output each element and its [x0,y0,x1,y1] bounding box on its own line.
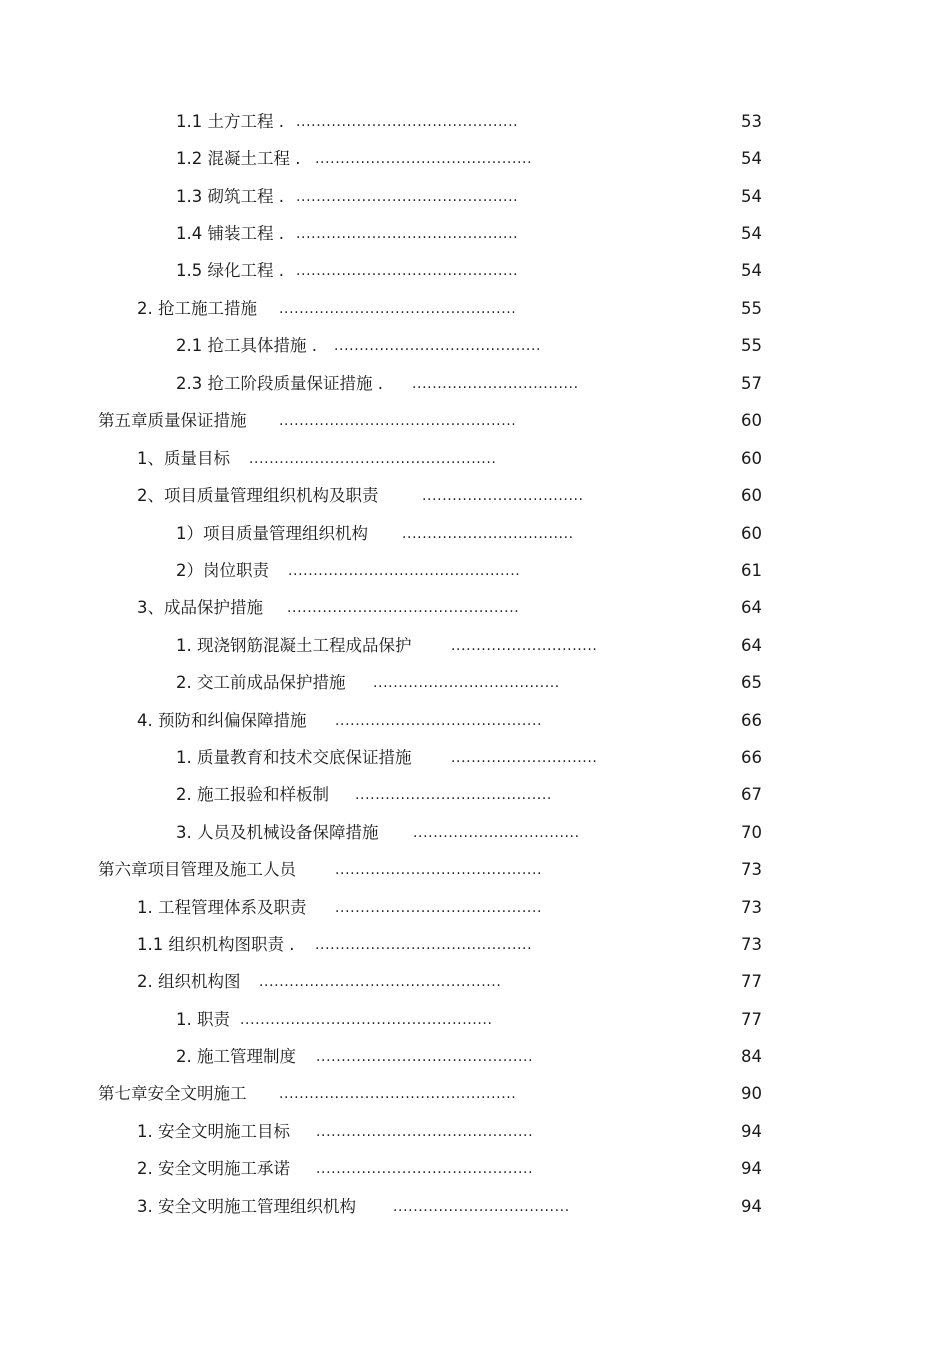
toc-entry[interactable] [137,297,527,321]
toc-entry-leader: ......................................... [335,900,543,916]
toc-entry-page: 61 [741,561,762,580]
toc-entry[interactable] [137,447,517,471]
toc-entry-page: 60 [741,524,762,543]
toc-entry[interactable] [176,671,576,695]
toc-entry-page: 94 [741,1122,762,1141]
toc-entry-label: 1）项目质量管理组织机构 [176,524,368,543]
toc-entry[interactable] [137,709,557,733]
toc-entry-leader: ............................................ [296,226,519,242]
toc-entry-label: 2. 施工报验和样板制 [176,785,329,804]
toc-entry[interactable] [176,1008,516,1032]
toc-entry-leader: ........................................... [315,151,533,167]
toc-entry-leader: ........................................... [316,1124,534,1140]
toc-entry-label: 2.3 抢工阶段质量保证措施 . [176,374,383,393]
toc-entry-page: 84 [741,1047,762,1066]
toc-entry-leader: ................................. [412,376,579,392]
toc-entry[interactable] [137,933,547,957]
toc-entry[interactable] [176,559,536,583]
toc-entry-leader: ....................................... [355,787,552,803]
toc-entry[interactable] [137,1195,582,1219]
toc-entry-label: 2. 安全文明施工承诺 [137,1159,290,1178]
toc-entry-page: 73 [741,860,762,879]
toc-entry[interactable] [176,783,566,807]
toc-entry-label: 第六章项目管理及施工人员 [98,860,296,879]
toc-entry-label: 第七章安全文明施工 [98,1084,247,1103]
toc-entry-label: 4. 预防和纠偏保障措施 [137,711,307,730]
toc-entry-leader: ................................... [393,1199,570,1215]
toc-entry-page: 54 [741,261,762,280]
toc-entry[interactable] [176,334,556,358]
toc-entry[interactable] [98,409,528,433]
toc-entry-leader: ............................................ [296,263,519,279]
toc-entry-page: 54 [741,187,762,206]
toc-entry-page: 73 [741,898,762,917]
toc-entry-leader: ................................. [413,825,580,841]
toc-entry-label: 1.5 绿化工程 . [176,261,284,280]
toc-entry-label: 2、项目质量管理组织机构及职责 [137,486,379,505]
toc-entry-page: 64 [741,598,762,617]
toc-entry-leader: ......................................... [335,713,543,729]
toc-entry-leader: ........................................... [316,1161,534,1177]
toc-entry-label: 1、质量目标 [137,449,230,468]
toc-entry[interactable] [137,896,557,920]
toc-entry-leader: ............................................... [279,1086,517,1102]
toc-entry-label: 3. 人员及机械设备保障措施 [176,823,379,842]
toc-entry[interactable] [176,1045,546,1069]
toc-entry[interactable] [176,522,586,546]
toc-entry[interactable] [176,147,546,171]
toc-entry-page: 55 [741,336,762,355]
toc-entry-label: 1. 质量教育和技术交底保证措施 [176,748,412,767]
toc-entry[interactable] [176,110,536,134]
toc-entry-label: 1.1 组织机构图职责 . [137,935,295,954]
toc-entry[interactable] [137,970,517,994]
toc-entry-page: 55 [741,299,762,318]
toc-entry-leader: ............................. [451,638,598,654]
toc-entry[interactable] [176,634,606,658]
toc-entry-label: 1. 职责 [176,1010,230,1029]
toc-entry-leader: ............................................... [279,413,517,429]
toc-entry-page: 57 [741,374,762,393]
toc-entry[interactable] [137,596,537,620]
toc-entry[interactable] [98,858,558,882]
toc-entry-page: 60 [741,411,762,430]
toc-entry[interactable] [176,372,591,396]
toc-entry-page: 60 [741,486,762,505]
toc-entry-label: 1. 现浇钢筋混凝土工程成品保护 [176,636,412,655]
toc-entry-leader: ..................................... [373,675,560,691]
toc-entry-leader: ............................. [451,750,598,766]
toc-entry-leader: ................................ [422,488,584,504]
toc-entry-leader: .................................. [402,526,574,542]
toc-entry-leader: ............................................... [279,301,517,317]
toc-entry-label: 1.2 混凝土工程 . [176,149,301,168]
toc-entry-label: 1.3 砌筑工程 . [176,187,284,206]
toc-entry-page: 65 [741,673,762,692]
toc-entry-label: 3、成品保护措施 [137,598,263,617]
toc-entry-page: 66 [741,748,762,767]
toc-entry[interactable] [137,1157,547,1181]
toc-entry-label: 3. 安全文明施工管理组织机构 [137,1197,356,1216]
toc-entry-leader: ......................................... [334,338,542,354]
toc-entry-label: 1. 工程管理体系及职责 [137,898,307,917]
toc-entry-page: 94 [741,1197,762,1216]
toc-entry-page: 77 [741,1010,762,1029]
toc-entry-page: 53 [741,112,762,131]
toc-entry-page: 94 [741,1159,762,1178]
toc-entry-label: 1.1 土方工程 . [176,112,284,131]
toc-entry-page: 66 [741,711,762,730]
toc-entry-leader: ................................................ [259,974,502,990]
toc-entry[interactable] [137,1120,547,1144]
toc-entry[interactable] [137,484,597,508]
toc-entry[interactable] [98,1082,528,1106]
toc-entry-leader: ............................................ [296,189,519,205]
toc-entry-leader: .............................................. [288,563,521,579]
toc-entry-label: 2. 组织机构图 [137,972,241,991]
toc-entry[interactable] [176,821,591,845]
toc-entry-label: 2）岗位职责 [176,561,269,580]
toc-entry-page: 77 [741,972,762,991]
toc-entry-label: 2. 交工前成品保护措施 [176,673,346,692]
toc-entry[interactable] [176,746,606,770]
toc-entry-page: 67 [741,785,762,804]
toc-entry[interactable] [176,259,536,283]
toc-entry-page: 73 [741,935,762,954]
toc-entry-label: 1.4 铺装工程 . [176,224,284,243]
toc-entry-label: 2. 施工管理制度 [176,1047,296,1066]
toc-entry[interactable] [176,185,536,209]
toc-entry-leader: ......................................... [335,862,543,878]
toc-entry-page: 60 [741,449,762,468]
toc-entry-leader: .............................................. [287,600,520,616]
toc-entry-page: 54 [741,224,762,243]
toc-entry[interactable] [176,222,536,246]
toc-entry-leader: ................................................. [249,451,497,467]
toc-entry-page: 70 [741,823,762,842]
toc-entry-page: 54 [741,149,762,168]
toc-entry-label: 第五章质量保证措施 [98,411,247,430]
toc-entry-leader: ........................................... [316,1049,534,1065]
toc-entry-leader: ............................................ [296,114,519,130]
toc-entry-page: 90 [741,1084,762,1103]
toc-entry-leader: .................................................. [240,1012,493,1028]
toc-entry-leader: ........................................... [315,937,533,953]
toc-entry-label: 1. 安全文明施工目标 [137,1122,290,1141]
toc-entry-page: 64 [741,636,762,655]
toc-entry-label: 2.1 抢工具体措施 . [176,336,317,355]
toc-entry-label: 2. 抢工施工措施 [137,299,257,318]
